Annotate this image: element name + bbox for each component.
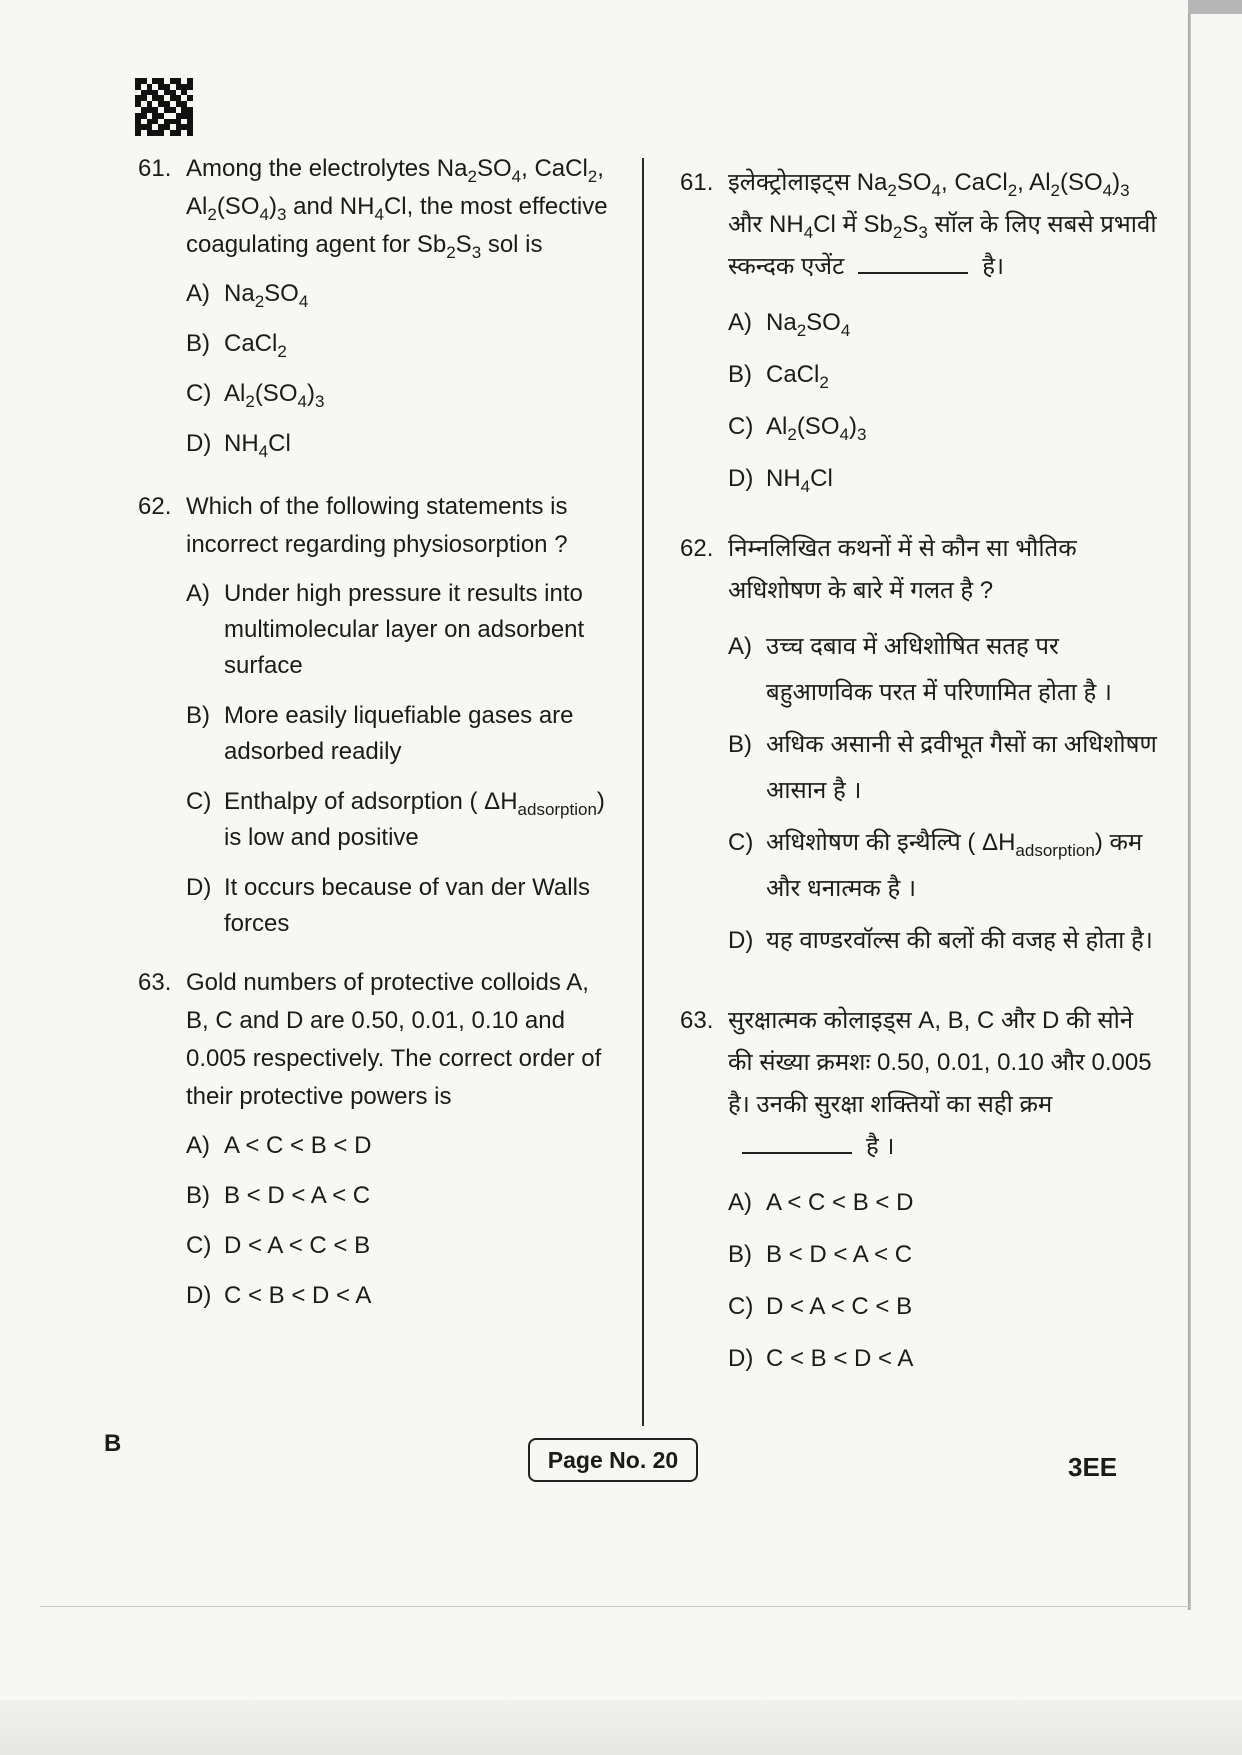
question-number: 62. bbox=[138, 493, 172, 520]
question-text: निम्नलिखित कथनों में से कौन सा भौतिक अधिशोषण के बारे में गलत है ? bbox=[728, 535, 1077, 604]
option-c: C) D < A < C < B bbox=[728, 1293, 913, 1320]
option-b: B) अधिक असानी से द्रवीभूत गैसों का अधिशोषण आसान है । bbox=[728, 731, 1157, 804]
scan-shade bbox=[0, 1700, 1242, 1755]
answer-blank bbox=[742, 1132, 852, 1154]
option-c: C) $Al_2(SO_4)_3$ bbox=[728, 413, 867, 444]
question-text: इलेक्ट्रोलाइट्स $Na_2SO_4$, CaCl$_2$, $Al_2(SO_4)_3$ और $NH_4Cl$ में $Sb_2S_3$ सॉल के लिए सबसे प्रभावी स्कन्दक एजेंट है। bbox=[728, 169, 1157, 280]
answer-blank bbox=[858, 252, 968, 274]
question-63 bbox=[138, 964, 618, 1314]
option-c: C) Enthalpy of adsorption ( $\Delta H_{adsorption}$) is low and positive bbox=[186, 788, 605, 851]
question-62 bbox=[138, 488, 618, 942]
option-d: D) C < B < D < A bbox=[186, 1282, 372, 1309]
option-b: B) B < D < A < C bbox=[186, 1182, 371, 1209]
option-d: D) It occurs because of van der Walls forces bbox=[186, 874, 590, 937]
option-d: D) $NH_4Cl$ bbox=[728, 465, 833, 496]
option-b: B) CaCl$_2$ bbox=[728, 361, 829, 392]
option-a: A) $Na_2SO_4$ bbox=[728, 309, 851, 340]
option-b: B) CaCl$_2$ bbox=[186, 330, 287, 361]
page-edge bbox=[1188, 0, 1191, 1610]
option-d: D) $NH_4Cl$ bbox=[186, 430, 291, 461]
qr-code-icon bbox=[135, 78, 193, 136]
booklet-series-letter: B bbox=[104, 1430, 122, 1457]
option-c: C) $Al_2(SO_4)_3$ bbox=[186, 380, 325, 411]
question-number: 63. bbox=[680, 1007, 714, 1034]
question-text: सुरक्षात्मक कोलाइड्स A, B, C और D की सोने की संख्या क्रमशः 0.50, 0.01, 0.10 और 0.005 है। उनकी सुरक्षा शक्तियों का सही क्रमहै । bbox=[728, 1007, 1152, 1160]
option-d: D) C < B < D < A bbox=[728, 1345, 914, 1372]
option-a: A) उच्च दबाव में अधिशोषित सतह पर बहुआणविक परत में परिणामित होता है । bbox=[728, 633, 1112, 706]
option-a: A) $Na_2SO_4$ bbox=[186, 280, 309, 311]
question-number: 61. bbox=[138, 155, 172, 182]
option-b: B) B < D < A < C bbox=[728, 1241, 913, 1268]
question-text: Which of the following statements is incorrect regarding physiosorption ? bbox=[186, 493, 568, 558]
page-number-box: Page No. 20 bbox=[528, 1438, 698, 1482]
scan-line bbox=[40, 1606, 1190, 1607]
question-62-hindi bbox=[680, 528, 1160, 964]
question-63-hindi bbox=[680, 1000, 1160, 1382]
page-edge-top bbox=[1188, 0, 1242, 14]
option-b: B) More easily liquefiable gases are adsorbed readily bbox=[186, 702, 574, 765]
question-text: Gold numbers of protective colloids A, B, C and D are 0.50, 0.01, 0.10 and 0.005 respectively. The correct order of their protective powers is bbox=[186, 969, 602, 1110]
column-divider bbox=[642, 158, 644, 1426]
paper-code: 3EE bbox=[1068, 1452, 1118, 1482]
option-a: A) Under high pressure it results into multimolecular layer on adsorbent surface bbox=[186, 580, 585, 679]
question-number: 63. bbox=[138, 969, 172, 996]
option-a: A) A < C < B < D bbox=[728, 1189, 914, 1216]
question-number: 61. bbox=[680, 169, 714, 196]
question-text: Among the electrolytes $Na_2SO_4$, CaCl$_2$, $Al_2(SO_4)_3$ and $NH_4Cl$, the most effective coagulating agent for $Sb_2S_3$ sol is bbox=[186, 155, 608, 262]
hindi-column bbox=[680, 162, 1160, 1388]
question-61-hindi bbox=[680, 162, 1160, 502]
question-number: 62. bbox=[680, 535, 714, 562]
option-a: A) A < C < B < D bbox=[186, 1132, 372, 1159]
question-61 bbox=[138, 150, 618, 462]
option-d: D) यह वाण्डरवॉल्स की बलों की वजह से होता है। bbox=[728, 927, 1153, 954]
option-c: C) अधिशोषण की इन्थैल्पि ( $\Delta H_{adsorption}$) कम और धनात्मक है । bbox=[728, 829, 1143, 902]
english-column bbox=[138, 150, 618, 1328]
option-c: C) D < A < C < B bbox=[186, 1232, 371, 1259]
